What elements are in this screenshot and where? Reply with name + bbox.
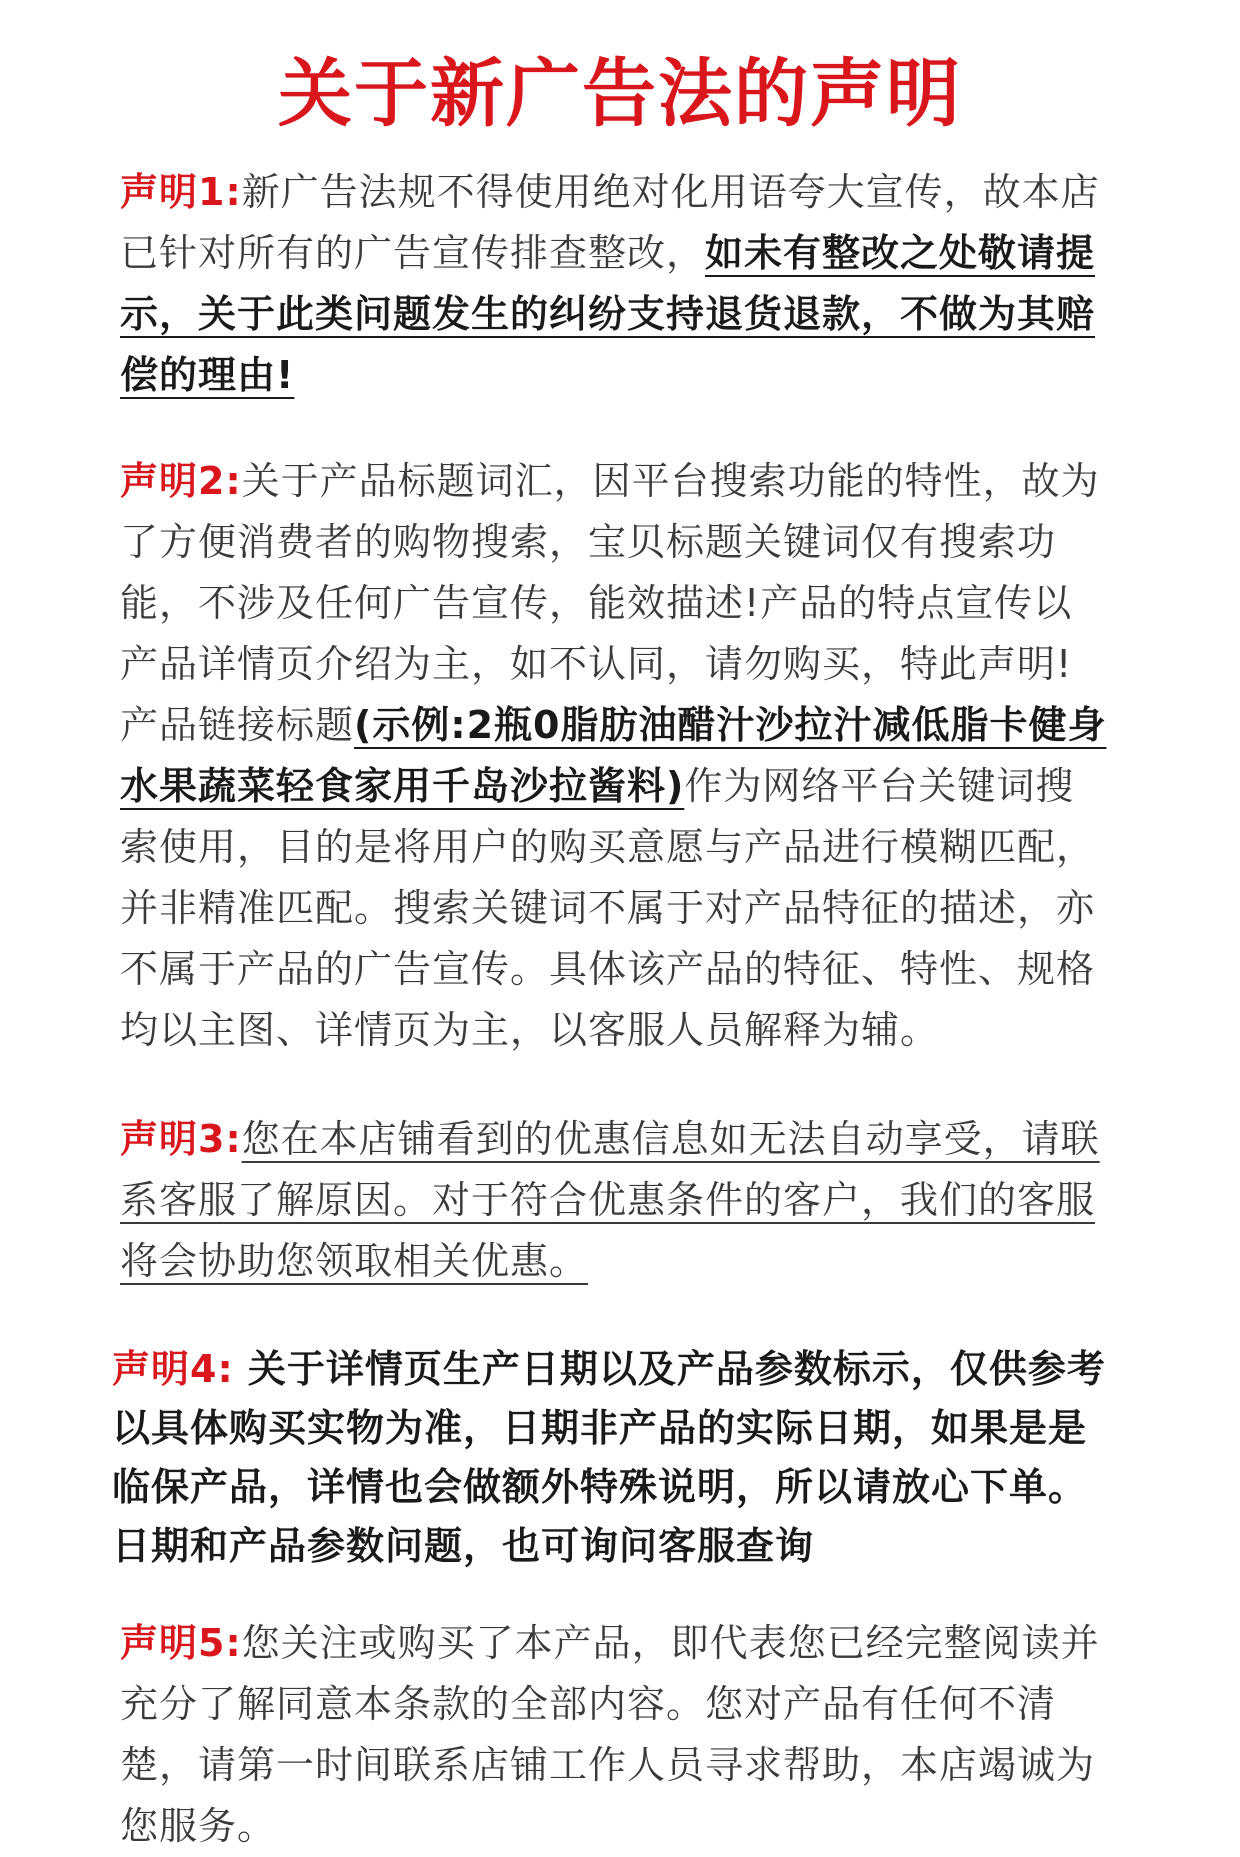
statement-3-label: 声明3: [120, 1117, 242, 1161]
statement-5-text: 您关注或购买了本产品，即代表您已经完整阅读并充分了解同意本条款的全部内容。您对产品有任何不清楚，请第一时间联系店铺工作人员寻求帮助，本店竭诚为您服务。 [120, 1621, 1100, 1848]
statement-5 [120, 1613, 1110, 1857]
statement-5-label: 声明5: [120, 1621, 242, 1665]
statement-4-text: 关于详情页生产日期以及产品参数标示，仅供参考以具体购买实物为准，日期非产品的实际日期，如果是是临保产品，详情也会做额外特殊说明，所以请放心下单。日期和产品参数问题，也可询问客服查询 [112, 1347, 1106, 1568]
statement-2 [120, 451, 1110, 1061]
statement-3-text: 您在本店铺看到的优惠信息如无法自动享受，请联系客服了解原因。对于符合优惠条件的客户，我们的客服将会协助您领取相关优惠。 [120, 1117, 1100, 1283]
statement-2-label: 声明2: [120, 459, 242, 503]
statement-2-example: (示例:2瓶0脂肪油醋汁沙拉汁减低脂卡健身水果蔬菜轻食家用千岛沙拉酱料) [120, 703, 1107, 808]
statement-3 [120, 1109, 1110, 1292]
page-title: 关于新广告法的声明 [278, 51, 962, 137]
statement-4 [112, 1340, 1112, 1576]
statement-1-label: 声明1: [120, 170, 242, 214]
statement-2-text: 关于产品标题词汇，因平台搜索功能的特性，故为了方便消费者的购物搜索，宝贝标题关键词仅有搜索功能，不涉及任何广告宣传，能效描述!产品的特点宣传以产品详情页介绍为主，如不认同，请勿购买，特此声明!产品链接标题 [120, 459, 1100, 747]
statement-1-emphasis: 如未有整改之处敬请提示，关于此类问题发生的纠纷支持退货退款，不做为其赔偿的理由! [120, 231, 1096, 397]
statement-1-text: 新广告法规不得使用绝对化用语夸大宣传，故本店已针对所有的广告宣传排查整改， [120, 170, 1100, 275]
statement-4-label: 声明4: [112, 1347, 234, 1391]
statement-1 [120, 162, 1110, 406]
statement-2-tail: 作为网络平台关键词搜索使用，目的是将用户的购买意愿与产品进行模糊匹配，并非精准匹配。搜索关键词不属于对产品特征的描述，亦不属于产品的广告宣传。具体该产品的特征、特性、规格均以主图、详情页为主，以客服人员解释为辅。 [120, 764, 1096, 1052]
